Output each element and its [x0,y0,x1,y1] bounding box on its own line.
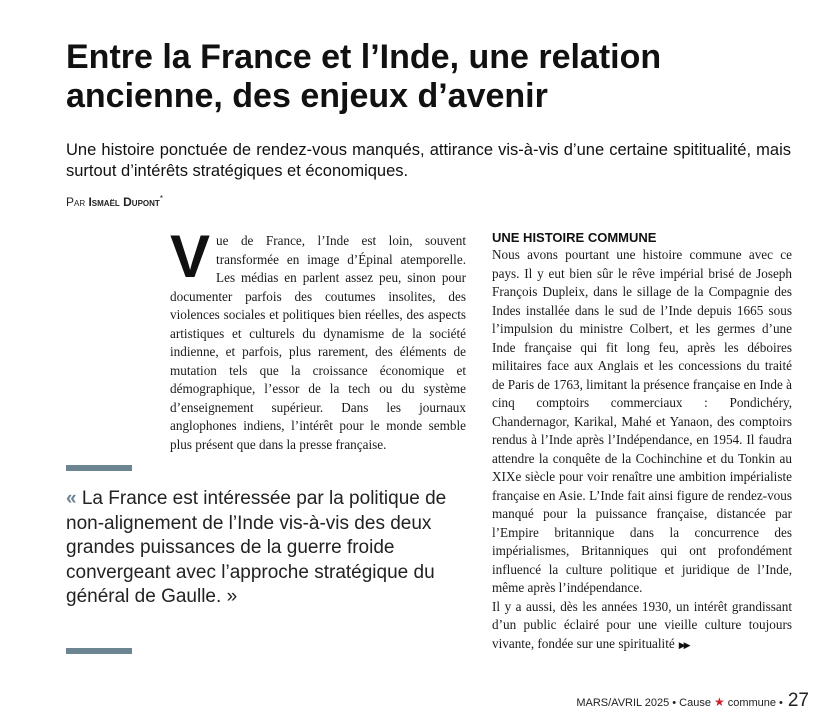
quote-open-mark: « [66,488,77,509]
section-heading: UNE HISTOIRE COMMUNE [492,230,657,245]
article-subtitle: Une histoire ponctuée de rendez-vous manqués, attirance vis-à-vis d’une certaine spititualité, mais surtout d’intérêts stratégiques et économiques. [66,141,791,180]
page-number: 27 [787,690,809,711]
section-paragraph-2-text: Il y a aussi, dès les années 1930, un intérêt grandissant d’un public éclairé pour une vieille culture toujours vivante, fondée sur une spiritualité [492,598,792,651]
pullquote-text: La France est intéressée par la politique de non-alignement de l’Inde vis-à-vis des deux grandes puissances de la guerre froide convergeant avec l’approche stratégique du général de Gaulle. [66,488,447,607]
issue-date: MARS/AVRIL 2025 [576,697,670,709]
pullquote-rule-bottom [66,648,132,654]
pullquote [66,487,466,610]
section-paragraph-1: Nous avons pourtant une histoire commune avec ce pays. Il y eut bien sûr le rêve impérial brisé de Joseph François Dupleix, dans le sillage de la Compagnie des Indes installée dans le sud de l’Inde depuis 1665 sous l’impulsion du ministre Colbert, et les germes d’une Inde française qui fit long feu, après les déboires militaires face aux Anglais et les concessions du traité de Paris de 1763, limitant la présence française en Inde à cinq comptoirs commerciaux : Pondichéry, Chandernagor, Karikal, Mahé et Yanaon, des comptoirs rendus à l’Inde après l’Indépendance, en 1954. Il faudra attendre la conquête de la Cochinchine et du Tonkin au XIXe siècle pour voir renaître une ambition impérialiste française en Asie. L’Inde fait ainsi figure de rendez-vous manqué pour la puissance française, distancée par l’Empire britannique dans la concurrence des impérialismes, Britanniques qui ont profondément influencé la culture politique et juridique de l’Inde, même après l’indépendance. [492,247,792,595]
star-icon: ★ [713,695,725,709]
quote-close-mark: » [226,586,238,607]
author-note-mark: * [159,194,163,203]
article-title: Entre la France et l’Inde, une relation ancienne, des enjeux d’avenir [66,38,662,115]
footer-separator: • [672,697,677,709]
byline [66,194,163,209]
continue-arrow-icon: ▶▶ [678,640,689,651]
pullquote-rule-top [66,465,132,471]
intro-text: ue de France, l’Inde est loin, souvent transformée en image d’Épinal atemporelle. Les médias en parlent assez peu, sinon pour documenter parfois des coutumes insolites, des violences sociales et politiques bien réelles, des aspects artistiques et culturels du dynamisme de la société indienne, et parfois, plus rarement, des éléments de mutation tels que la croissance économique et démographique, l’essor de la tech ou du système d’enseignement supérieur. Dans les journaux anglophones indiens, l’intérêt pour le monde semble plus présent que dans la presse française. [170,233,466,452]
brand-name-right: commune [727,697,776,709]
intro-column [170,223,466,454]
footer-separator-2: • [779,697,783,709]
byline-prefix: Par [66,195,86,209]
section-column [492,230,792,655]
page-footer [576,690,809,712]
section-paragraph-2 [492,598,792,656]
drop-cap: V [170,223,211,290]
author-name: Ismaël Dupont [88,195,160,209]
brand-name-left: Cause [679,697,711,709]
